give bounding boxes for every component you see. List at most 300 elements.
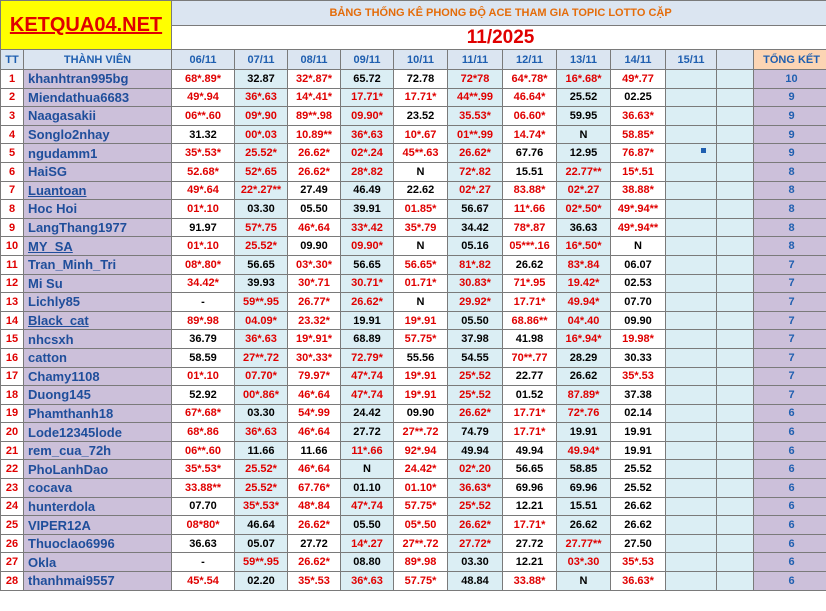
result-cell[interactable]: 55.56 bbox=[394, 348, 448, 367]
result-cell[interactable]: 32*.87* bbox=[288, 70, 341, 89]
result-cell[interactable]: 25*.52 bbox=[448, 497, 503, 516]
spacer-cell[interactable] bbox=[717, 70, 754, 89]
result-cell-empty[interactable] bbox=[666, 107, 717, 126]
selection-handle[interactable] bbox=[701, 148, 706, 153]
result-cell-empty[interactable] bbox=[666, 162, 717, 181]
total-cell[interactable]: 7 bbox=[754, 255, 826, 274]
result-cell[interactable]: 07.70* bbox=[235, 367, 288, 386]
result-cell[interactable]: 36.63 bbox=[557, 218, 611, 237]
member-name[interactable]: Lichly85 bbox=[24, 293, 172, 312]
result-cell[interactable]: 19*.91 bbox=[394, 367, 448, 386]
result-cell-empty[interactable] bbox=[666, 479, 717, 498]
result-cell[interactable]: 25.52* bbox=[235, 237, 288, 256]
spacer-cell[interactable] bbox=[717, 423, 754, 442]
row-number[interactable]: 4 bbox=[1, 125, 24, 144]
result-cell[interactable]: 27.49 bbox=[288, 181, 341, 200]
result-cell[interactable]: 19.42* bbox=[557, 274, 611, 293]
result-cell[interactable]: 27.72 bbox=[503, 534, 557, 553]
result-cell[interactable]: 41.98 bbox=[503, 330, 557, 349]
result-cell[interactable]: 32.87 bbox=[235, 70, 288, 89]
result-cell[interactable]: 03*.30 bbox=[557, 553, 611, 572]
result-cell[interactable]: 14.74* bbox=[503, 125, 557, 144]
logo-cell[interactable] bbox=[1, 1, 172, 50]
member-name[interactable]: VIPER12A bbox=[24, 516, 172, 535]
row-number[interactable]: 20 bbox=[1, 423, 24, 442]
member-name[interactable]: hunterdola bbox=[24, 497, 172, 516]
result-cell[interactable]: 52*.65 bbox=[235, 162, 288, 181]
result-cell[interactable]: 33*.42 bbox=[341, 218, 394, 237]
result-cell[interactable]: 68.89 bbox=[341, 330, 394, 349]
total-cell[interactable]: 6 bbox=[754, 423, 826, 442]
result-cell-empty[interactable] bbox=[666, 255, 717, 274]
member-name[interactable]: Phamthanh18 bbox=[24, 404, 172, 423]
result-cell[interactable]: 49*.94** bbox=[611, 200, 666, 219]
result-cell[interactable]: 35*.53* bbox=[172, 460, 235, 479]
result-cell[interactable]: 78*.87 bbox=[503, 218, 557, 237]
row-number[interactable]: 17 bbox=[1, 367, 24, 386]
row-number[interactable]: 6 bbox=[1, 162, 24, 181]
result-cell[interactable]: 26.62 bbox=[557, 367, 611, 386]
spacer-cell[interactable] bbox=[717, 460, 754, 479]
result-cell[interactable]: 57.75* bbox=[394, 330, 448, 349]
result-cell[interactable]: 04*.40 bbox=[557, 311, 611, 330]
result-cell[interactable]: 25.52* bbox=[235, 144, 288, 163]
result-cell[interactable]: 34.42* bbox=[172, 274, 235, 293]
result-cell[interactable]: 31.32 bbox=[172, 125, 235, 144]
result-cell[interactable]: 19*.91 bbox=[394, 311, 448, 330]
result-cell[interactable]: 68.86** bbox=[503, 311, 557, 330]
result-cell[interactable]: 36.63* bbox=[611, 107, 666, 126]
total-cell[interactable]: 9 bbox=[754, 125, 826, 144]
result-cell[interactable]: 17.71* bbox=[503, 516, 557, 535]
result-cell[interactable]: 26.62 bbox=[611, 516, 666, 535]
result-cell[interactable]: 25.52 bbox=[557, 88, 611, 107]
result-cell[interactable]: 08*80* bbox=[172, 516, 235, 535]
member-name[interactable]: Songlo2nhay bbox=[24, 125, 172, 144]
result-cell[interactable]: 35*.79 bbox=[394, 218, 448, 237]
result-cell-empty[interactable] bbox=[666, 367, 717, 386]
result-cell[interactable]: 02.53 bbox=[611, 274, 666, 293]
result-cell-empty[interactable] bbox=[666, 293, 717, 312]
row-number[interactable]: 21 bbox=[1, 441, 24, 460]
result-cell[interactable]: 26.62* bbox=[288, 516, 341, 535]
result-cell[interactable]: 01*.10 bbox=[172, 200, 235, 219]
result-cell[interactable]: 49*.94 bbox=[172, 88, 235, 107]
total-cell[interactable]: 8 bbox=[754, 218, 826, 237]
member-name[interactable]: Okla bbox=[24, 553, 172, 572]
result-cell[interactable]: 01**.99 bbox=[448, 125, 503, 144]
row-number[interactable]: 7 bbox=[1, 181, 24, 200]
result-cell[interactable]: 19.98* bbox=[611, 330, 666, 349]
result-cell[interactable]: 11.66 bbox=[235, 441, 288, 460]
result-cell[interactable]: 27.72 bbox=[341, 423, 394, 442]
result-cell[interactable]: 36.63 bbox=[172, 534, 235, 553]
member-name[interactable]: Thuoclao6996 bbox=[24, 534, 172, 553]
spacer-cell[interactable] bbox=[717, 237, 754, 256]
result-cell[interactable]: 08*.80* bbox=[172, 255, 235, 274]
result-cell[interactable]: 70**.77 bbox=[503, 348, 557, 367]
row-number[interactable]: 27 bbox=[1, 553, 24, 572]
row-number[interactable]: 16 bbox=[1, 348, 24, 367]
result-cell[interactable]: 25.52 bbox=[611, 460, 666, 479]
result-cell[interactable]: 64*.78* bbox=[503, 70, 557, 89]
row-number[interactable]: 8 bbox=[1, 200, 24, 219]
total-cell[interactable]: 8 bbox=[754, 162, 826, 181]
result-cell[interactable]: 49*.77 bbox=[611, 70, 666, 89]
result-cell[interactable]: 72*78 bbox=[448, 70, 503, 89]
result-cell[interactable]: 89*.98 bbox=[394, 553, 448, 572]
result-cell[interactable]: 44**.99 bbox=[448, 88, 503, 107]
result-cell[interactable]: 46*.64 bbox=[288, 386, 341, 405]
result-cell[interactable]: 76.87* bbox=[611, 144, 666, 163]
total-cell[interactable]: 9 bbox=[754, 144, 826, 163]
result-cell[interactable]: 36.63* bbox=[611, 572, 666, 591]
result-cell[interactable]: 36*.63 bbox=[341, 572, 394, 591]
result-cell[interactable]: 35*.53* bbox=[172, 144, 235, 163]
spacer-cell[interactable] bbox=[717, 162, 754, 181]
result-cell[interactable]: 12.95 bbox=[557, 144, 611, 163]
result-cell[interactable]: 35*.53 bbox=[611, 553, 666, 572]
result-cell[interactable]: 07.70 bbox=[172, 497, 235, 516]
result-cell[interactable]: N bbox=[557, 125, 611, 144]
result-cell[interactable]: 67.76* bbox=[288, 479, 341, 498]
result-cell[interactable]: 11*.66 bbox=[341, 441, 394, 460]
result-cell-empty[interactable] bbox=[666, 572, 717, 591]
result-cell[interactable]: 17.71* bbox=[503, 423, 557, 442]
result-cell[interactable]: 25*.52 bbox=[448, 367, 503, 386]
result-cell[interactable]: 49.94* bbox=[557, 293, 611, 312]
row-number[interactable]: 25 bbox=[1, 516, 24, 535]
result-cell[interactable]: 33.88** bbox=[172, 479, 235, 498]
result-cell[interactable]: 28*.82 bbox=[341, 162, 394, 181]
member-name[interactable]: HaiSG bbox=[24, 162, 172, 181]
result-cell[interactable]: 02*.27 bbox=[448, 181, 503, 200]
result-cell[interactable]: 02*.20 bbox=[448, 460, 503, 479]
row-number[interactable]: 26 bbox=[1, 534, 24, 553]
total-cell[interactable]: 6 bbox=[754, 516, 826, 535]
member-name[interactable]: Duong145 bbox=[24, 386, 172, 405]
member-name[interactable]: Chamy1108 bbox=[24, 367, 172, 386]
result-cell[interactable]: 46.64* bbox=[503, 88, 557, 107]
result-cell[interactable]: 03.30 bbox=[448, 553, 503, 572]
result-cell[interactable]: 24.42* bbox=[394, 460, 448, 479]
total-cell[interactable]: 6 bbox=[754, 534, 826, 553]
result-cell[interactable]: 49.94* bbox=[557, 441, 611, 460]
result-cell[interactable]: N bbox=[611, 237, 666, 256]
result-cell[interactable]: 35*.53 bbox=[288, 572, 341, 591]
result-cell[interactable]: 49*.94** bbox=[611, 218, 666, 237]
result-cell[interactable]: 03.30 bbox=[235, 200, 288, 219]
result-cell[interactable]: 81*.82 bbox=[448, 255, 503, 274]
result-cell[interactable]: 46.64 bbox=[235, 516, 288, 535]
result-cell[interactable]: 07.70 bbox=[611, 293, 666, 312]
result-cell[interactable]: 89**.98 bbox=[288, 107, 341, 126]
result-cell[interactable]: 24.42 bbox=[341, 404, 394, 423]
result-cell[interactable]: 05.07 bbox=[235, 534, 288, 553]
result-cell[interactable]: 29.92* bbox=[448, 293, 503, 312]
total-cell[interactable]: 7 bbox=[754, 348, 826, 367]
row-number[interactable]: 5 bbox=[1, 144, 24, 163]
member-name[interactable]: catton bbox=[24, 348, 172, 367]
result-cell[interactable]: 72.78 bbox=[394, 70, 448, 89]
result-cell-empty[interactable] bbox=[666, 311, 717, 330]
total-cell[interactable]: 7 bbox=[754, 386, 826, 405]
result-cell[interactable]: 49*.64 bbox=[172, 181, 235, 200]
result-cell[interactable]: 11.66 bbox=[288, 441, 341, 460]
result-cell[interactable]: 27.72 bbox=[288, 534, 341, 553]
result-cell[interactable]: 68*.89* bbox=[172, 70, 235, 89]
spacer-cell[interactable] bbox=[717, 88, 754, 107]
result-cell[interactable]: 16*.68* bbox=[557, 70, 611, 89]
member-name[interactable]: LangThang1977 bbox=[24, 218, 172, 237]
result-cell[interactable]: 83.88* bbox=[503, 181, 557, 200]
member-name[interactable]: MY_SA bbox=[24, 237, 172, 256]
spacer-cell[interactable] bbox=[717, 553, 754, 572]
result-cell[interactable]: 02*.50* bbox=[557, 200, 611, 219]
total-cell[interactable]: 7 bbox=[754, 367, 826, 386]
member-name[interactable]: Tran_Minh_Tri bbox=[24, 255, 172, 274]
result-cell[interactable]: 16*.50* bbox=[557, 237, 611, 256]
result-cell[interactable]: - bbox=[172, 293, 235, 312]
result-cell[interactable]: 19.91 bbox=[611, 423, 666, 442]
result-cell-empty[interactable] bbox=[666, 423, 717, 442]
result-cell[interactable]: 67.76 bbox=[503, 144, 557, 163]
total-cell[interactable]: 10 bbox=[754, 70, 826, 89]
result-cell[interactable]: 34.42 bbox=[448, 218, 503, 237]
header-date[interactable]: 10/11 bbox=[394, 50, 448, 70]
member-name[interactable]: khanhtran995bg bbox=[24, 70, 172, 89]
header-date[interactable]: 06/11 bbox=[172, 50, 235, 70]
member-name[interactable]: Naagasakii bbox=[24, 107, 172, 126]
result-cell[interactable]: - bbox=[172, 553, 235, 572]
total-cell[interactable]: 7 bbox=[754, 274, 826, 293]
result-cell[interactable]: 17.71* bbox=[341, 88, 394, 107]
result-cell[interactable]: 09.90* bbox=[341, 107, 394, 126]
result-cell[interactable]: 83*.84 bbox=[557, 255, 611, 274]
sheet-month[interactable]: 11/2025 bbox=[172, 26, 826, 50]
result-cell[interactable]: 09*.90 bbox=[235, 107, 288, 126]
result-cell[interactable]: 49.94 bbox=[448, 441, 503, 460]
result-cell[interactable]: 56.65 bbox=[503, 460, 557, 479]
result-cell[interactable]: 19.91 bbox=[611, 441, 666, 460]
header-date[interactable]: 14/11 bbox=[611, 50, 666, 70]
result-cell[interactable]: 26.62* bbox=[288, 553, 341, 572]
result-cell[interactable]: 49.94 bbox=[503, 441, 557, 460]
row-number[interactable]: 9 bbox=[1, 218, 24, 237]
result-cell[interactable]: 10.89** bbox=[288, 125, 341, 144]
result-cell[interactable]: 15.51 bbox=[557, 497, 611, 516]
spacer-cell[interactable] bbox=[717, 311, 754, 330]
result-cell[interactable]: 02.25 bbox=[611, 88, 666, 107]
result-cell[interactable]: 47*.74 bbox=[341, 386, 394, 405]
result-cell[interactable]: 05***.16 bbox=[503, 237, 557, 256]
result-cell[interactable]: 58.85 bbox=[557, 460, 611, 479]
result-cell[interactable]: 56.65 bbox=[341, 255, 394, 274]
row-number[interactable]: 12 bbox=[1, 274, 24, 293]
result-cell[interactable]: 27.72* bbox=[448, 534, 503, 553]
result-cell[interactable]: 59**.95 bbox=[235, 553, 288, 572]
result-cell[interactable]: 19.91 bbox=[557, 423, 611, 442]
row-number[interactable]: 19 bbox=[1, 404, 24, 423]
result-cell[interactable]: 23.52 bbox=[394, 107, 448, 126]
result-cell[interactable]: 15*.51 bbox=[611, 162, 666, 181]
result-cell-empty[interactable] bbox=[666, 200, 717, 219]
result-cell-empty[interactable] bbox=[666, 460, 717, 479]
result-cell[interactable]: 54*.99 bbox=[288, 404, 341, 423]
result-cell[interactable]: 22*.27** bbox=[235, 181, 288, 200]
result-cell[interactable]: 46*.64 bbox=[288, 460, 341, 479]
result-cell[interactable]: 33.88* bbox=[503, 572, 557, 591]
result-cell[interactable]: 45**.63 bbox=[394, 144, 448, 163]
result-cell[interactable]: 48*.84 bbox=[288, 497, 341, 516]
result-cell[interactable]: 26.62 bbox=[503, 255, 557, 274]
header-date[interactable]: 09/11 bbox=[341, 50, 394, 70]
result-cell[interactable]: 58.85* bbox=[611, 125, 666, 144]
result-cell[interactable]: 22.62 bbox=[394, 181, 448, 200]
result-cell[interactable]: 05.50 bbox=[448, 311, 503, 330]
result-cell[interactable]: N bbox=[341, 460, 394, 479]
result-cell[interactable]: 02*.27 bbox=[557, 181, 611, 200]
result-cell[interactable]: 25.52 bbox=[611, 479, 666, 498]
result-cell[interactable]: 35*.53 bbox=[611, 367, 666, 386]
result-cell[interactable]: 06**.60 bbox=[172, 107, 235, 126]
member-name[interactable]: Hoc Hoi bbox=[24, 200, 172, 219]
member-name[interactable]: Luantoan bbox=[24, 181, 172, 200]
spacer-cell[interactable] bbox=[717, 200, 754, 219]
result-cell[interactable]: 14*.41* bbox=[288, 88, 341, 107]
result-cell[interactable]: 09.90 bbox=[288, 237, 341, 256]
result-cell[interactable]: 17.71* bbox=[394, 88, 448, 107]
result-cell[interactable]: 01.71* bbox=[394, 274, 448, 293]
result-cell[interactable]: 72.79* bbox=[341, 348, 394, 367]
result-cell[interactable]: 28.29 bbox=[557, 348, 611, 367]
result-cell[interactable]: 00*.03 bbox=[235, 125, 288, 144]
total-cell[interactable]: 6 bbox=[754, 497, 826, 516]
result-cell[interactable]: 15.51 bbox=[503, 162, 557, 181]
result-cell[interactable]: 39.91 bbox=[341, 200, 394, 219]
total-cell[interactable]: 6 bbox=[754, 479, 826, 498]
result-cell[interactable]: 89*.98 bbox=[172, 311, 235, 330]
result-cell[interactable]: 06.60* bbox=[503, 107, 557, 126]
result-cell[interactable]: 91.97 bbox=[172, 218, 235, 237]
spacer-cell[interactable] bbox=[717, 274, 754, 293]
result-cell[interactable]: 14*.27 bbox=[341, 534, 394, 553]
header-date[interactable]: 08/11 bbox=[288, 50, 341, 70]
result-cell-empty[interactable] bbox=[666, 218, 717, 237]
result-cell[interactable]: 17.71* bbox=[503, 293, 557, 312]
result-cell[interactable]: 36.79 bbox=[172, 330, 235, 349]
result-cell[interactable]: 30.71* bbox=[341, 274, 394, 293]
header-date[interactable]: 15/11 bbox=[666, 50, 717, 70]
result-cell-empty[interactable] bbox=[666, 125, 717, 144]
result-cell[interactable]: 47*.74 bbox=[341, 497, 394, 516]
result-cell[interactable]: 74.79 bbox=[448, 423, 503, 442]
result-cell[interactable]: 26.62* bbox=[448, 404, 503, 423]
row-number[interactable]: 13 bbox=[1, 293, 24, 312]
result-cell[interactable]: 01*.10 bbox=[172, 367, 235, 386]
member-name[interactable]: Black_cat bbox=[24, 311, 172, 330]
result-cell[interactable]: 01.10* bbox=[394, 479, 448, 498]
result-cell[interactable]: 27.50 bbox=[611, 534, 666, 553]
row-number[interactable]: 1 bbox=[1, 70, 24, 89]
total-cell[interactable]: 6 bbox=[754, 572, 826, 591]
total-cell[interactable]: 9 bbox=[754, 107, 826, 126]
member-name[interactable]: rem_cua_72h bbox=[24, 441, 172, 460]
result-cell[interactable]: 52.92 bbox=[172, 386, 235, 405]
result-cell[interactable]: 92*.94 bbox=[394, 441, 448, 460]
result-cell-empty[interactable] bbox=[666, 553, 717, 572]
result-cell[interactable]: 72*.76 bbox=[557, 404, 611, 423]
result-cell[interactable]: 52.68* bbox=[172, 162, 235, 181]
result-cell[interactable]: 25.52* bbox=[235, 479, 288, 498]
result-cell[interactable]: 71*.95 bbox=[503, 274, 557, 293]
sheet-title[interactable]: BẢNG THỐNG KÊ PHONG ĐỘ ACE THAM GIA TOPIC LOTTO CẶP bbox=[172, 1, 826, 26]
result-cell[interactable]: 39.93 bbox=[235, 274, 288, 293]
spacer-cell[interactable] bbox=[717, 125, 754, 144]
result-cell[interactable]: 37.98 bbox=[448, 330, 503, 349]
total-cell[interactable]: 9 bbox=[754, 88, 826, 107]
total-cell[interactable]: 8 bbox=[754, 237, 826, 256]
result-cell[interactable]: 17.71* bbox=[503, 404, 557, 423]
result-cell[interactable]: 10*.67 bbox=[394, 125, 448, 144]
result-cell[interactable]: 05.16 bbox=[448, 237, 503, 256]
result-cell[interactable]: 30*.33* bbox=[288, 348, 341, 367]
member-name[interactable]: Lode12345lode bbox=[24, 423, 172, 442]
result-cell-empty[interactable] bbox=[666, 497, 717, 516]
result-cell[interactable]: 56.65 bbox=[235, 255, 288, 274]
result-cell[interactable]: 16*.94* bbox=[557, 330, 611, 349]
result-cell[interactable]: 02.14 bbox=[611, 404, 666, 423]
result-cell[interactable]: 36*.63 bbox=[235, 88, 288, 107]
result-cell[interactable]: 11*.66 bbox=[503, 200, 557, 219]
result-cell[interactable]: 01.52 bbox=[503, 386, 557, 405]
total-cell[interactable]: 6 bbox=[754, 460, 826, 479]
row-number[interactable]: 10 bbox=[1, 237, 24, 256]
result-cell[interactable]: 87.89* bbox=[557, 386, 611, 405]
result-cell[interactable]: 57.75* bbox=[394, 572, 448, 591]
member-name[interactable]: nhcsxh bbox=[24, 330, 172, 349]
spacer-cell[interactable] bbox=[717, 516, 754, 535]
result-cell[interactable]: 36*.63 bbox=[235, 330, 288, 349]
result-cell[interactable]: 06.07 bbox=[611, 255, 666, 274]
spacer-cell[interactable] bbox=[717, 218, 754, 237]
spacer-cell[interactable] bbox=[717, 144, 754, 163]
result-cell[interactable]: 26.62* bbox=[448, 144, 503, 163]
result-cell[interactable]: 25*.52 bbox=[448, 386, 503, 405]
result-cell[interactable]: 47*.74 bbox=[341, 367, 394, 386]
result-cell[interactable]: 09.90 bbox=[611, 311, 666, 330]
spacer-cell[interactable] bbox=[717, 367, 754, 386]
result-cell[interactable]: 30*.71 bbox=[288, 274, 341, 293]
result-cell[interactable]: 35*.53* bbox=[235, 497, 288, 516]
result-cell[interactable]: 79.97* bbox=[288, 367, 341, 386]
header-date[interactable]: 11/11 bbox=[448, 50, 503, 70]
spacer-cell[interactable] bbox=[717, 479, 754, 498]
header-tt[interactable]: TT bbox=[1, 50, 24, 70]
result-cell[interactable]: 56.65* bbox=[394, 255, 448, 274]
result-cell[interactable]: 03.30 bbox=[235, 404, 288, 423]
result-cell[interactable]: 30.83* bbox=[448, 274, 503, 293]
result-cell[interactable]: 09.90 bbox=[394, 404, 448, 423]
header-date[interactable]: 13/11 bbox=[557, 50, 611, 70]
result-cell-empty[interactable] bbox=[666, 404, 717, 423]
member-name[interactable]: thanhmai9557 bbox=[24, 572, 172, 591]
result-cell[interactable]: 26.62* bbox=[341, 293, 394, 312]
total-cell[interactable]: 6 bbox=[754, 553, 826, 572]
total-cell[interactable]: 7 bbox=[754, 330, 826, 349]
total-cell[interactable]: 8 bbox=[754, 181, 826, 200]
result-cell[interactable]: 25.52* bbox=[235, 460, 288, 479]
